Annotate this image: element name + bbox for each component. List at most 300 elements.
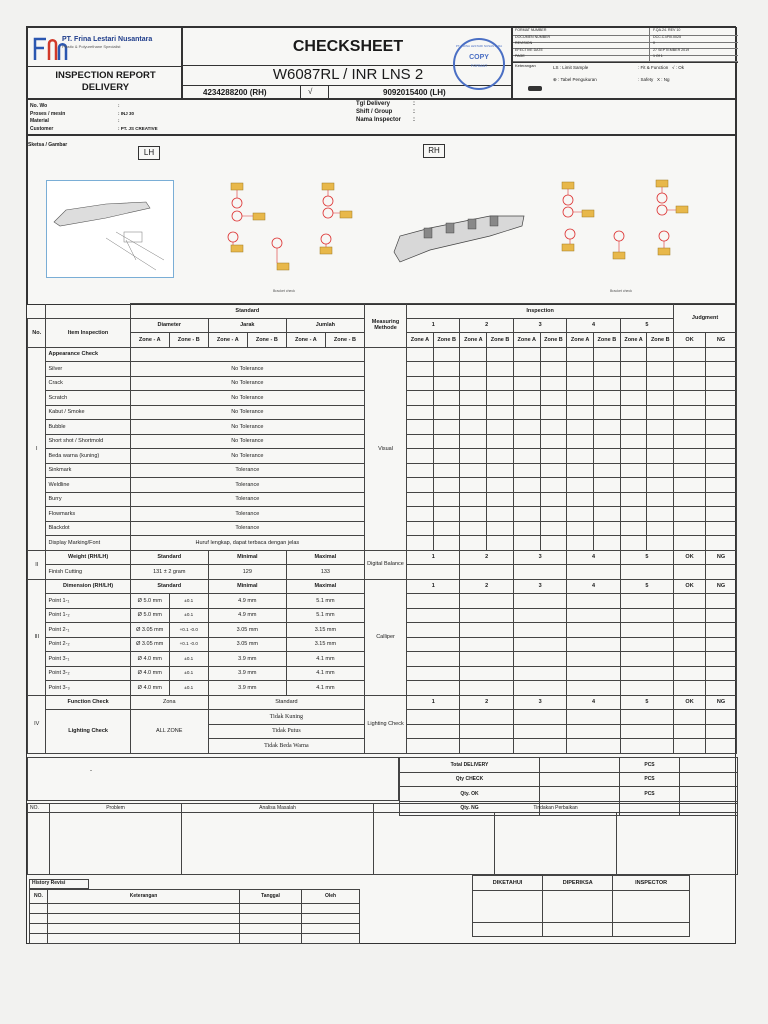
result-cell[interactable] (460, 449, 487, 464)
result-cell[interactable] (513, 565, 566, 580)
result-cell[interactable] (594, 463, 621, 478)
result-cell[interactable] (567, 391, 594, 406)
result-cell[interactable] (513, 507, 540, 522)
result-cell[interactable] (540, 536, 567, 551)
result-cell[interactable] (674, 521, 706, 536)
result-cell[interactable] (407, 347, 434, 362)
inspector-name[interactable] (613, 922, 690, 937)
result-cell[interactable] (567, 492, 594, 507)
result-cell[interactable] (567, 637, 620, 652)
result-cell[interactable] (620, 637, 673, 652)
result-cell[interactable] (513, 463, 540, 478)
item-standard: Huruf lengkap, dapat terbaca dengan jelas (130, 536, 364, 551)
result-cell[interactable] (674, 724, 706, 739)
history-cell[interactable] (240, 904, 302, 914)
result-cell[interactable] (705, 420, 736, 435)
result-cell[interactable] (567, 666, 620, 681)
result-cell[interactable] (705, 507, 736, 522)
result-cell[interactable] (407, 391, 434, 406)
result-cell[interactable] (567, 623, 620, 638)
result-cell[interactable] (674, 652, 706, 667)
result-cell[interactable] (620, 710, 673, 725)
result-cell[interactable] (487, 492, 514, 507)
result-cell[interactable] (460, 362, 487, 377)
result-cell[interactable] (705, 521, 736, 536)
result-cell[interactable] (647, 449, 674, 464)
totals-extra[interactable] (680, 758, 738, 773)
result-cell[interactable] (674, 507, 706, 522)
result-cell[interactable] (620, 478, 647, 493)
result-cell[interactable] (407, 608, 460, 623)
result-cell[interactable] (567, 724, 620, 739)
history-cell[interactable] (302, 914, 360, 924)
result-cell[interactable] (674, 666, 706, 681)
result-cell[interactable] (674, 492, 706, 507)
result-cell[interactable] (487, 507, 514, 522)
result-cell[interactable] (620, 666, 673, 681)
zone-b-col-header: Zone B (433, 333, 460, 348)
tindakan-cell-3[interactable] (616, 813, 737, 875)
result-cell[interactable] (647, 507, 674, 522)
result-cell[interactable] (460, 521, 487, 536)
result-cell[interactable] (407, 449, 434, 464)
result-cell[interactable] (705, 724, 736, 739)
result-cell[interactable] (407, 507, 434, 522)
result-cell[interactable] (674, 710, 706, 725)
result-cell[interactable] (460, 391, 487, 406)
result-cell[interactable] (674, 434, 706, 449)
result-cell[interactable] (460, 405, 487, 420)
result-cell[interactable] (460, 565, 513, 580)
result-cell[interactable] (620, 449, 647, 464)
result-cell[interactable] (487, 434, 514, 449)
problem-cell[interactable] (50, 813, 182, 875)
result-cell[interactable] (620, 347, 647, 362)
result-cell[interactable] (433, 362, 460, 377)
result-cell[interactable] (620, 536, 647, 551)
result-cell[interactable] (705, 666, 736, 681)
result-cell[interactable] (567, 478, 594, 493)
info-left-value[interactable]: : (118, 118, 120, 123)
result-cell[interactable] (647, 347, 674, 362)
history-cell[interactable] (240, 934, 302, 944)
result-cell[interactable] (620, 463, 647, 478)
dimension-min: 4.9 mm (208, 594, 286, 609)
result-cell[interactable] (567, 449, 594, 464)
result-cell[interactable] (674, 391, 706, 406)
result-cell[interactable] (647, 463, 674, 478)
result-cell[interactable] (513, 724, 566, 739)
inspection-num: 3 (513, 550, 566, 565)
result-cell[interactable] (487, 449, 514, 464)
result-cell[interactable] (407, 666, 460, 681)
result-cell[interactable] (407, 376, 434, 391)
result-cell[interactable] (487, 420, 514, 435)
info-left-value[interactable]: : PT. JS CREATIVE (118, 125, 158, 131)
result-cell[interactable] (513, 536, 540, 551)
result-cell[interactable] (460, 652, 513, 667)
totals-value[interactable] (540, 787, 620, 802)
result-cell[interactable] (647, 405, 674, 420)
history-cell[interactable] (30, 914, 48, 924)
result-cell[interactable] (487, 391, 514, 406)
result-cell[interactable] (460, 536, 487, 551)
result-cell[interactable] (540, 434, 567, 449)
diperiksa-name[interactable] (543, 922, 613, 937)
result-cell[interactable] (674, 347, 706, 362)
result-cell[interactable] (594, 420, 621, 435)
result-cell[interactable] (647, 420, 674, 435)
inspection-header: Inspection (407, 304, 674, 319)
result-cell[interactable] (567, 347, 594, 362)
result-cell[interactable] (540, 507, 567, 522)
result-cell[interactable] (433, 463, 460, 478)
result-cell[interactable] (674, 681, 706, 696)
info-left-value[interactable]: : (118, 103, 120, 108)
result-cell[interactable] (513, 405, 540, 420)
result-cell[interactable] (674, 362, 706, 377)
result-cell[interactable] (705, 449, 736, 464)
result-cell[interactable] (433, 376, 460, 391)
result-cell[interactable] (540, 449, 567, 464)
result-cell[interactable] (540, 347, 567, 362)
result-cell[interactable] (407, 623, 460, 638)
result-cell[interactable] (594, 347, 621, 362)
result-cell[interactable] (513, 666, 566, 681)
result-cell[interactable] (460, 666, 513, 681)
result-cell[interactable] (407, 637, 460, 652)
result-cell[interactable] (487, 347, 514, 362)
result-cell[interactable] (567, 507, 594, 522)
result-cell[interactable] (594, 492, 621, 507)
result-cell[interactable] (487, 521, 514, 536)
result-cell[interactable] (407, 536, 434, 551)
result-cell[interactable] (594, 507, 621, 522)
report-title-2: DELIVERY (81, 82, 130, 93)
result-cell[interactable] (407, 710, 460, 725)
result-cell[interactable] (674, 739, 706, 754)
result-cell[interactable] (433, 405, 460, 420)
result-cell[interactable] (620, 492, 647, 507)
result-cell[interactable] (705, 463, 736, 478)
result-cell[interactable] (540, 362, 567, 377)
result-cell[interactable] (620, 434, 647, 449)
result-cell[interactable] (540, 478, 567, 493)
tindakan-cell-2[interactable] (495, 813, 616, 875)
result-cell[interactable] (460, 492, 487, 507)
result-cell[interactable] (407, 565, 460, 580)
history-cell[interactable] (30, 934, 48, 944)
totals-value[interactable] (540, 758, 620, 773)
result-cell[interactable] (407, 420, 434, 435)
result-cell[interactable] (567, 521, 594, 536)
item-name: Burry (46, 492, 130, 507)
result-cell[interactable] (705, 376, 736, 391)
result-cell[interactable] (620, 681, 673, 696)
result-cell[interactable] (540, 376, 567, 391)
result-cell[interactable] (513, 652, 566, 667)
info-left-value[interactable]: : INJ 30 (118, 110, 135, 116)
result-cell[interactable] (460, 681, 513, 696)
section-3-std-header: Standard (130, 579, 208, 594)
result-cell[interactable] (674, 623, 706, 638)
result-cell[interactable] (407, 434, 434, 449)
result-cell[interactable] (433, 391, 460, 406)
result-cell[interactable] (513, 623, 566, 638)
result-cell[interactable] (705, 739, 736, 754)
result-cell[interactable] (567, 463, 594, 478)
result-cell[interactable] (620, 739, 673, 754)
result-cell[interactable] (674, 478, 706, 493)
result-cell[interactable] (433, 492, 460, 507)
result-cell[interactable] (487, 478, 514, 493)
result-cell[interactable] (620, 362, 647, 377)
result-cell[interactable] (460, 739, 513, 754)
result-cell[interactable] (647, 376, 674, 391)
result-cell[interactable] (513, 478, 540, 493)
result-cell[interactable] (594, 391, 621, 406)
history-cell[interactable] (240, 914, 302, 924)
result-cell[interactable] (433, 434, 460, 449)
result-cell[interactable] (513, 376, 540, 391)
history-cell[interactable] (302, 934, 360, 944)
result-cell[interactable] (433, 521, 460, 536)
result-cell[interactable] (513, 608, 566, 623)
result-cell[interactable] (567, 536, 594, 551)
history-cell[interactable] (48, 924, 240, 934)
tindakan-cell-1[interactable] (374, 813, 495, 875)
result-cell[interactable] (513, 347, 540, 362)
result-cell[interactable] (567, 565, 620, 580)
result-cell[interactable] (513, 449, 540, 464)
result-cell[interactable] (460, 507, 487, 522)
result-cell[interactable] (513, 710, 566, 725)
result-cell[interactable] (460, 637, 513, 652)
result-cell[interactable] (460, 420, 487, 435)
result-cell[interactable] (433, 347, 460, 362)
result-cell[interactable] (567, 420, 594, 435)
info-right-value[interactable]: : (413, 117, 415, 123)
result-cell[interactable] (705, 594, 736, 609)
result-cell[interactable] (407, 652, 460, 667)
result-cell[interactable] (647, 536, 674, 551)
diperiksa-sign[interactable] (543, 890, 613, 922)
history-cell[interactable] (30, 924, 48, 934)
history-cell[interactable] (48, 914, 240, 924)
result-cell[interactable] (513, 637, 566, 652)
result-cell[interactable] (705, 536, 736, 551)
result-cell[interactable] (620, 391, 647, 406)
result-cell[interactable] (487, 362, 514, 377)
history-cell[interactable] (48, 904, 240, 914)
result-cell[interactable] (567, 652, 620, 667)
result-cell[interactable] (567, 608, 620, 623)
result-cell[interactable] (567, 594, 620, 609)
result-cell[interactable] (433, 420, 460, 435)
result-cell[interactable] (674, 608, 706, 623)
result-cell[interactable] (674, 463, 706, 478)
result-cell[interactable] (647, 391, 674, 406)
result-cell[interactable] (620, 507, 647, 522)
result-cell[interactable] (460, 434, 487, 449)
result-cell[interactable] (594, 478, 621, 493)
result-cell[interactable] (674, 637, 706, 652)
ok-header: OK (674, 695, 706, 710)
result-cell[interactable] (407, 594, 460, 609)
result-cell[interactable] (674, 449, 706, 464)
result-cell[interactable] (674, 405, 706, 420)
result-cell[interactable] (513, 739, 566, 754)
result-cell[interactable] (620, 565, 673, 580)
result-cell[interactable] (705, 608, 736, 623)
result-cell[interactable] (620, 623, 673, 638)
result-cell[interactable] (540, 492, 567, 507)
result-cell[interactable] (567, 681, 620, 696)
ok-header: OK (674, 579, 706, 594)
result-cell[interactable] (567, 376, 594, 391)
result-cell[interactable] (620, 608, 673, 623)
result-cell[interactable] (620, 652, 673, 667)
result-cell[interactable] (705, 623, 736, 638)
history-cell[interactable] (302, 924, 360, 934)
result-cell[interactable] (407, 681, 460, 696)
totals-extra[interactable] (680, 787, 738, 802)
result-cell[interactable] (540, 420, 567, 435)
item-name: Weldline (46, 478, 130, 493)
result-cell[interactable] (540, 405, 567, 420)
result-cell[interactable] (674, 536, 706, 551)
result-cell[interactable] (705, 362, 736, 377)
result-cell[interactable] (407, 739, 460, 754)
result-cell[interactable] (513, 521, 540, 536)
result-cell[interactable] (540, 521, 567, 536)
info-right-value[interactable]: : (413, 101, 415, 107)
result-cell[interactable] (540, 463, 567, 478)
result-cell[interactable] (487, 376, 514, 391)
result-cell[interactable] (487, 463, 514, 478)
result-cell[interactable] (407, 405, 434, 420)
result-cell[interactable] (567, 434, 594, 449)
info-right-value[interactable]: : (413, 109, 415, 115)
result-cell[interactable] (620, 405, 647, 420)
result-cell[interactable] (433, 449, 460, 464)
result-cell[interactable] (407, 362, 434, 377)
result-cell[interactable] (460, 710, 513, 725)
history-cell[interactable] (302, 904, 360, 914)
result-cell[interactable] (513, 362, 540, 377)
result-cell[interactable] (705, 405, 736, 420)
result-cell[interactable] (705, 637, 736, 652)
result-cell[interactable] (594, 362, 621, 377)
result-cell[interactable] (513, 681, 566, 696)
result-cell[interactable] (647, 362, 674, 377)
result-cell[interactable] (567, 405, 594, 420)
history-cell[interactable] (30, 904, 48, 914)
result-cell[interactable] (674, 420, 706, 435)
result-cell[interactable] (705, 652, 736, 667)
result-cell[interactable] (594, 434, 621, 449)
result-cell[interactable] (674, 594, 706, 609)
result-cell[interactable] (513, 391, 540, 406)
result-cell[interactable] (433, 507, 460, 522)
result-cell[interactable] (647, 434, 674, 449)
history-cell[interactable] (48, 934, 240, 944)
result-cell[interactable] (407, 492, 434, 507)
result-cell[interactable] (705, 478, 736, 493)
analisa-cell[interactable] (182, 813, 374, 875)
result-cell[interactable] (460, 623, 513, 638)
result-cell[interactable] (674, 376, 706, 391)
result-cell[interactable] (460, 724, 513, 739)
result-cell[interactable] (540, 391, 567, 406)
result-cell[interactable] (433, 478, 460, 493)
result-cell[interactable] (407, 478, 434, 493)
result-cell[interactable] (513, 434, 540, 449)
result-cell[interactable] (433, 536, 460, 551)
result-cell[interactable] (620, 376, 647, 391)
result-cell[interactable] (460, 347, 487, 362)
result-cell[interactable] (647, 492, 674, 507)
analisa-header: Analisa Masalah (182, 804, 374, 813)
diketahui-name[interactable] (473, 922, 543, 937)
result-cell[interactable] (594, 521, 621, 536)
totals-value[interactable] (540, 772, 620, 787)
result-cell[interactable] (460, 478, 487, 493)
result-cell[interactable] (594, 405, 621, 420)
result-cell[interactable] (705, 347, 736, 362)
result-cell[interactable] (705, 565, 736, 580)
result-cell[interactable] (594, 536, 621, 551)
result-cell[interactable] (460, 376, 487, 391)
history-cell[interactable] (240, 924, 302, 934)
result-cell[interactable] (487, 405, 514, 420)
result-cell[interactable] (460, 594, 513, 609)
totals-extra[interactable] (680, 772, 738, 787)
result-cell[interactable] (460, 608, 513, 623)
result-cell[interactable] (567, 710, 620, 725)
result-cell[interactable] (407, 724, 460, 739)
result-cell[interactable] (620, 724, 673, 739)
result-cell[interactable] (620, 521, 647, 536)
result-cell[interactable] (487, 536, 514, 551)
result-cell[interactable] (705, 681, 736, 696)
result-cell[interactable] (513, 420, 540, 435)
result-cell[interactable] (513, 492, 540, 507)
result-cell[interactable] (647, 521, 674, 536)
inspector-sign[interactable] (613, 890, 690, 922)
result-cell[interactable] (674, 565, 706, 580)
result-cell[interactable] (513, 594, 566, 609)
diketahui-sign[interactable] (473, 890, 543, 922)
inspection-num-header: 4 (567, 318, 620, 333)
result-cell[interactable] (407, 463, 434, 478)
result-cell[interactable] (594, 376, 621, 391)
result-cell[interactable] (647, 478, 674, 493)
result-cell[interactable] (567, 362, 594, 377)
result-cell[interactable] (594, 449, 621, 464)
result-cell[interactable] (407, 521, 434, 536)
result-cell[interactable] (705, 434, 736, 449)
result-cell[interactable] (620, 594, 673, 609)
problem-no-cell[interactable] (28, 813, 50, 875)
result-cell[interactable] (620, 420, 647, 435)
result-cell[interactable] (705, 391, 736, 406)
section-2-std-header: Standard (130, 550, 208, 565)
result-cell[interactable] (460, 463, 487, 478)
result-cell[interactable] (567, 739, 620, 754)
result-cell[interactable] (705, 710, 736, 725)
result-cell[interactable] (705, 492, 736, 507)
